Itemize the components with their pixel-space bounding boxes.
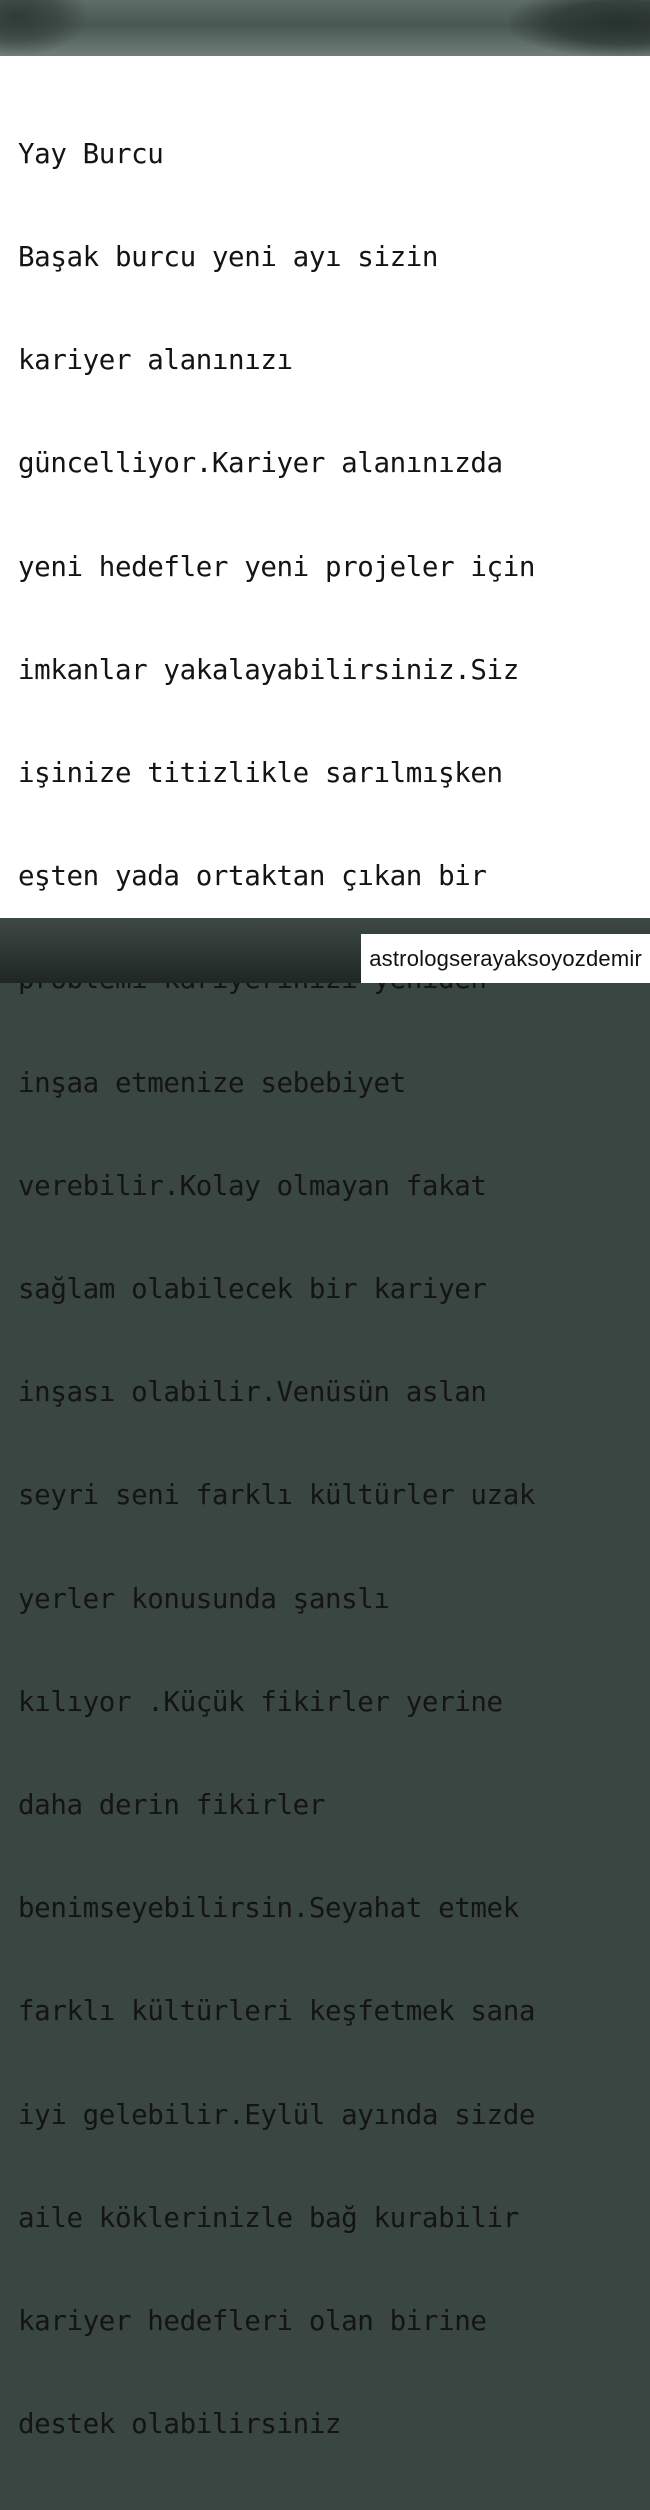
text-line: kariyer hedefleri olan birine (18, 2305, 487, 2338)
post-title: Yay Burcu (18, 137, 164, 170)
text-line: kılıyor .Küçük fikirler yerine (18, 1685, 503, 1718)
text-line: imkanlar yakalayabilirsiniz.Siz (18, 653, 519, 686)
background-photo-top (0, 0, 650, 56)
text-line: seyri seni farklı kültürler uzak (18, 1479, 536, 1512)
text-line: yerler konusunda şanslı (18, 1582, 390, 1615)
text-line: daha derin fikirler (18, 1789, 325, 1822)
text-line: eşten yada ortaktan çıkan bir (18, 860, 487, 893)
username-tag[interactable]: astrologserayaksoyozdemir (361, 934, 650, 983)
background-trees-left (0, 0, 90, 56)
horoscope-text (18, 68, 648, 2510)
text-line: Başak burcu yeni ayı sizin (18, 241, 439, 274)
text-line: güncelliyor.Kariyer alanınızda (18, 447, 503, 480)
text-line: aile köklerinizle bağ kurabilir (18, 2201, 519, 2234)
text-line: iyi gelebilir.Eylül ayında sizde (18, 2098, 536, 2131)
text-line: kariyer alanınızı (18, 344, 293, 377)
text-line: farklı kültürleri keşfetmek sana (18, 1995, 536, 2028)
text-line: yeni hedefler yeni projeler için (18, 550, 536, 583)
text-line: inşaa etmenize sebebiyet (18, 1066, 406, 1099)
text-line: sağlam olabilecek bir kariyer (18, 1273, 487, 1306)
text-line: benimseyebilirsin.Seyahat etmek (18, 1892, 519, 1925)
text-line: inşası olabilir.Venüsün aslan (18, 1376, 487, 1409)
background-trees-right (510, 0, 650, 56)
text-line: destek olabilirsiniz (18, 2408, 342, 2441)
text-line: işinize titizlikle sarılmışken (18, 757, 503, 790)
text-line: verebilir.Kolay olmayan fakat (18, 1169, 487, 1202)
